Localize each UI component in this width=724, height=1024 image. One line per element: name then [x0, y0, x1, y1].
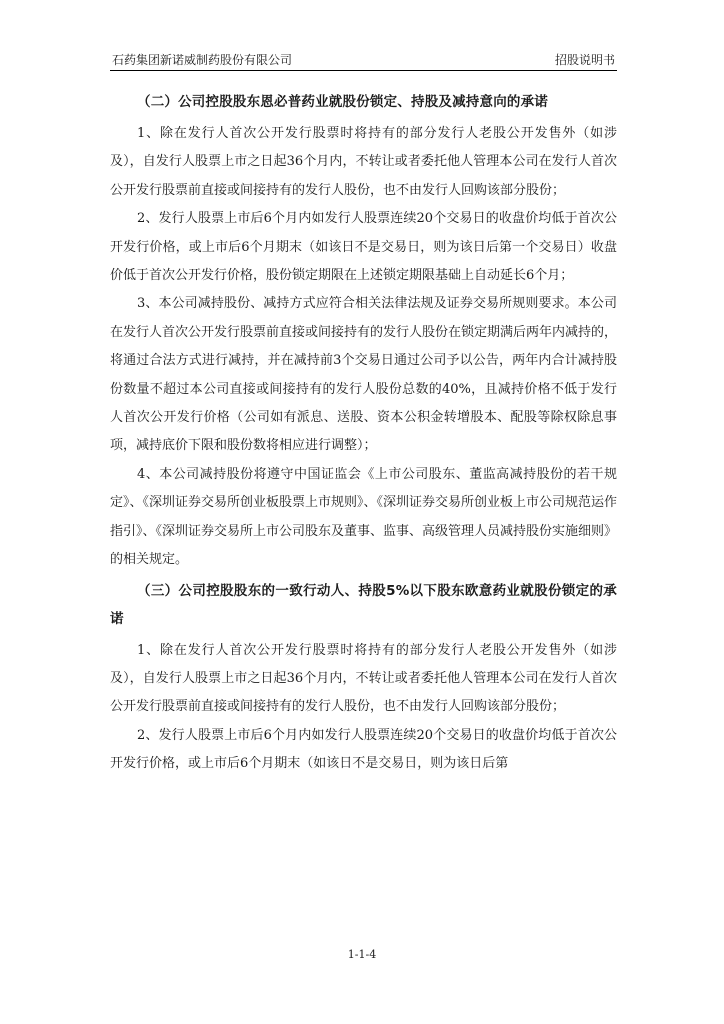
section-2-paragraph-2: 2、发行人股票上市后6个月内如发行人股票连续20个交易日的收盘价均低于首次公开发行价格，或上市后6个月期末（如该日不是交易日，则为该日后第一个交易日）收盘价低于首次公开发行价格，股份锁定期限在上述锁定期限基础上自动延长6个月； — [110, 211, 617, 284]
page-number: 1-1-4 — [347, 948, 377, 961]
section-2-paragraph-1: 1、除在发行人首次公开发行股票时将持有的部分发行人老股公开发售外（如涉及），自发行人股票上市之日起36个月内，不转让或者委托他人管理本公司在发行人首次公开发行股票前直接或间接持有的发行人股份，也不由发行人回购该部分股份； — [110, 126, 617, 198]
company-name: 石药集团新诺威制药股份有限公司 — [112, 53, 293, 67]
document-type: 招股说明书 — [554, 53, 615, 67]
section-2-paragraph-3: 3、本公司减持股份、减持方式应符合相关法律法规及证券交易所规则要求。本公司在发行人首次公开发行股票前直接或间接持有的发行人股份在锁定期满后两年内减持的，将通过合法方式进行减持，并在减持前3个交易日通过公司予以公告，两年内合计减持股份数量不超过本公司直接或间接持有的发行人股份总数的40%，且减持价格不低于发行人首次公开发行价格（公司如有派息、送股、资本公积金转增股本、配股等除权除息事项，减持底价下限和股份数将相应进行调整）； — [110, 296, 618, 454]
section-3-title: （三）公司控股股东的一致行动人、持股5%以下股东欧意药业就股份锁定的承诺 — [110, 582, 617, 627]
section-3-paragraph-1: 1、除在发行人首次公开发行股票时将持有的部分发行人老股公开发售外（如涉及），自发行人股票上市之日起36个月内，不转让或者委托他人管理本公司在发行人首次公开发行股票前直接或间接持有的发行人股份，也不由发行人回购该部分股份； — [110, 642, 617, 715]
document-body — [110, 88, 617, 779]
section-2-title: （二）公司控股股东恩必普药业就股份锁定、持股及减持意向的承诺 — [137, 94, 548, 110]
page-header — [110, 46, 617, 71]
section-2-paragraph-4: 4、本公司减持股份将遵守中国证监会《上市公司股东、董监高减持股份的若干规定》、《深圳证券交易所创业板股票上市规则》、《深圳证券交易所创业板上市公司规范运作指引》、《深圳证券交易所上市公司股东及董事、监事、高级管理人员减持股份实施细则》的相关规定。 — [110, 466, 618, 568]
section-3-paragraph-2: 2、发行人股票上市后6个月内如发行人股票连续20个交易日的收盘价均低于首次公开发行价格，或上市后6个月期末（如该日不是交易日，则为该日后第 — [110, 727, 617, 772]
